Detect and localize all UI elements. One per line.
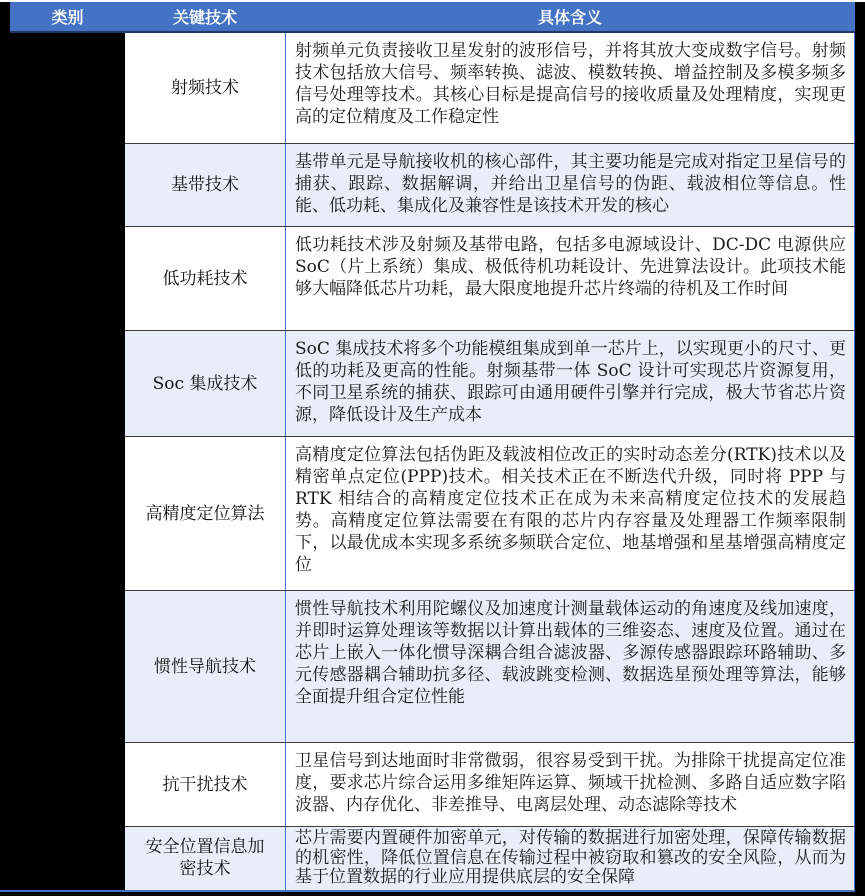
key-technology-table — [10, 2, 855, 890]
tech-desc-cell: 基带单元是导航接收机的核心部件，其主要功能是完成对指定卫星信号的捕获、跟踪、数据解调，并给出卫星信号的伪距、载波相位等信息。性能、低功耗、集成化及兼容性是该技术开发的核心 — [285, 144, 855, 226]
tech-desc-cell: 高精度定位算法包括伪距及载波相位改正的实时动态差分(RTK)技术以及精密单点定位(PPP)技术。相关技术正在不断迭代升级，同时将 PPP 与 RTK 相结合的高精度定位技术正在成为未来高精度定位技术的发展趋势。高精度定位算法需要在有限的芯片内存容量及处理器工作频率限制下，以最优成本实现多系统多频联合定位、地基增强和星基增强高精度定位 — [285, 437, 855, 590]
tech-desc-cell: 低功耗技术涉及射频及基带电路，包括多电源域设计、DC-DC 电源供应 SoC（片上系统）集成、极低待机功耗设计、先进算法设计。此项技术能够大幅降低芯片功耗，最大限度地提升芯片终端的待机及工作时间 — [285, 227, 855, 330]
header-cell-meaning: 具体含义 — [537, 10, 602, 27]
tech-name-cell: 基带技术 — [125, 144, 285, 226]
table-row — [10, 436, 855, 590]
tech-desc-cell: 卫星信号到达地面时非常微弱，很容易受到干扰。为排除干扰提高定位准度，要求芯片综合运用多维矩阵运算、频域干扰检测、多路自适应数字陷波器、内存优化、非差推导、电离层处理、动态滤除等技术 — [285, 743, 855, 826]
header-cell-category: 类别 — [51, 10, 84, 27]
table-header-row — [10, 2, 855, 33]
table-row — [10, 143, 855, 226]
header-cell-technology: 关键技术 — [172, 10, 237, 27]
table-row — [10, 33, 855, 143]
tech-desc-cell: 惯性导航技术利用陀螺仪及加速度计测量载体运动的角速度及线加速度，并即时运算处理该等数据以计算出载体的三维姿态、速度及位置。通过在芯片上嵌入一体化惯导深耦合组合滤波器、多源传感器跟踪环路辅助、多元传感器耦合辅助抗多径、载波跳变检测、数据选星预处理等算法，能够全面提升组合定位性能 — [285, 591, 855, 742]
tech-desc-cell: 芯片需要内置硬件加密单元，对传输的数据进行加密处理，保障传输数据的机密性，降低位置信息在传输过程中被窃取和篡改的安全风险，从而为基于位置数据的行业应用提供底层的安全保障 — [285, 827, 855, 890]
tech-name-cell: Soc 集成技术 — [125, 331, 285, 436]
table-row — [10, 826, 855, 890]
tech-desc-cell: SoC 集成技术将多个功能模组集成到单一芯片上，以实现更小的尺寸、更低的功耗及更高的性能。射频基带一体 SoC 设计可实现芯片资源复用，不同卫星系统的捕获、跟踪可由通用硬件引擎并行完成，极大节省芯片资源，降低设计及生产成本 — [285, 331, 855, 436]
tech-name-cell: 低功耗技术 — [125, 227, 285, 330]
tech-name-cell: 射频技术 — [125, 33, 285, 143]
category-cell — [10, 436, 125, 590]
tech-desc-cell: 射频单元负责接收卫星发射的波形信号，并将其放大变成数字信号。射频技术包括放大信号、频率转换、滤波、模数转换、增益控制及多模多频多信号处理等技术。其核心目标是提高信号的接收质量及处理精度，实现更高的定位精度及工作稳定性 — [285, 33, 855, 143]
category-cell — [10, 143, 125, 226]
table-row — [10, 330, 855, 436]
tech-name-cell: 惯性导航技术 — [125, 591, 285, 742]
category-cell — [10, 590, 125, 742]
table-row — [10, 226, 855, 330]
category-cell — [10, 742, 125, 826]
tech-name-cell: 安全位置信息加密技术 — [125, 827, 285, 890]
category-cell — [10, 226, 125, 330]
category-cell — [10, 330, 125, 436]
category-cell — [10, 33, 125, 143]
tech-name-cell: 抗干扰技术 — [125, 743, 285, 826]
table-row — [10, 590, 855, 742]
table-row — [10, 742, 855, 826]
table-bottom-border — [0, 890, 855, 892]
category-cell — [10, 826, 125, 890]
tech-name-cell: 高精度定位算法 — [125, 437, 285, 590]
